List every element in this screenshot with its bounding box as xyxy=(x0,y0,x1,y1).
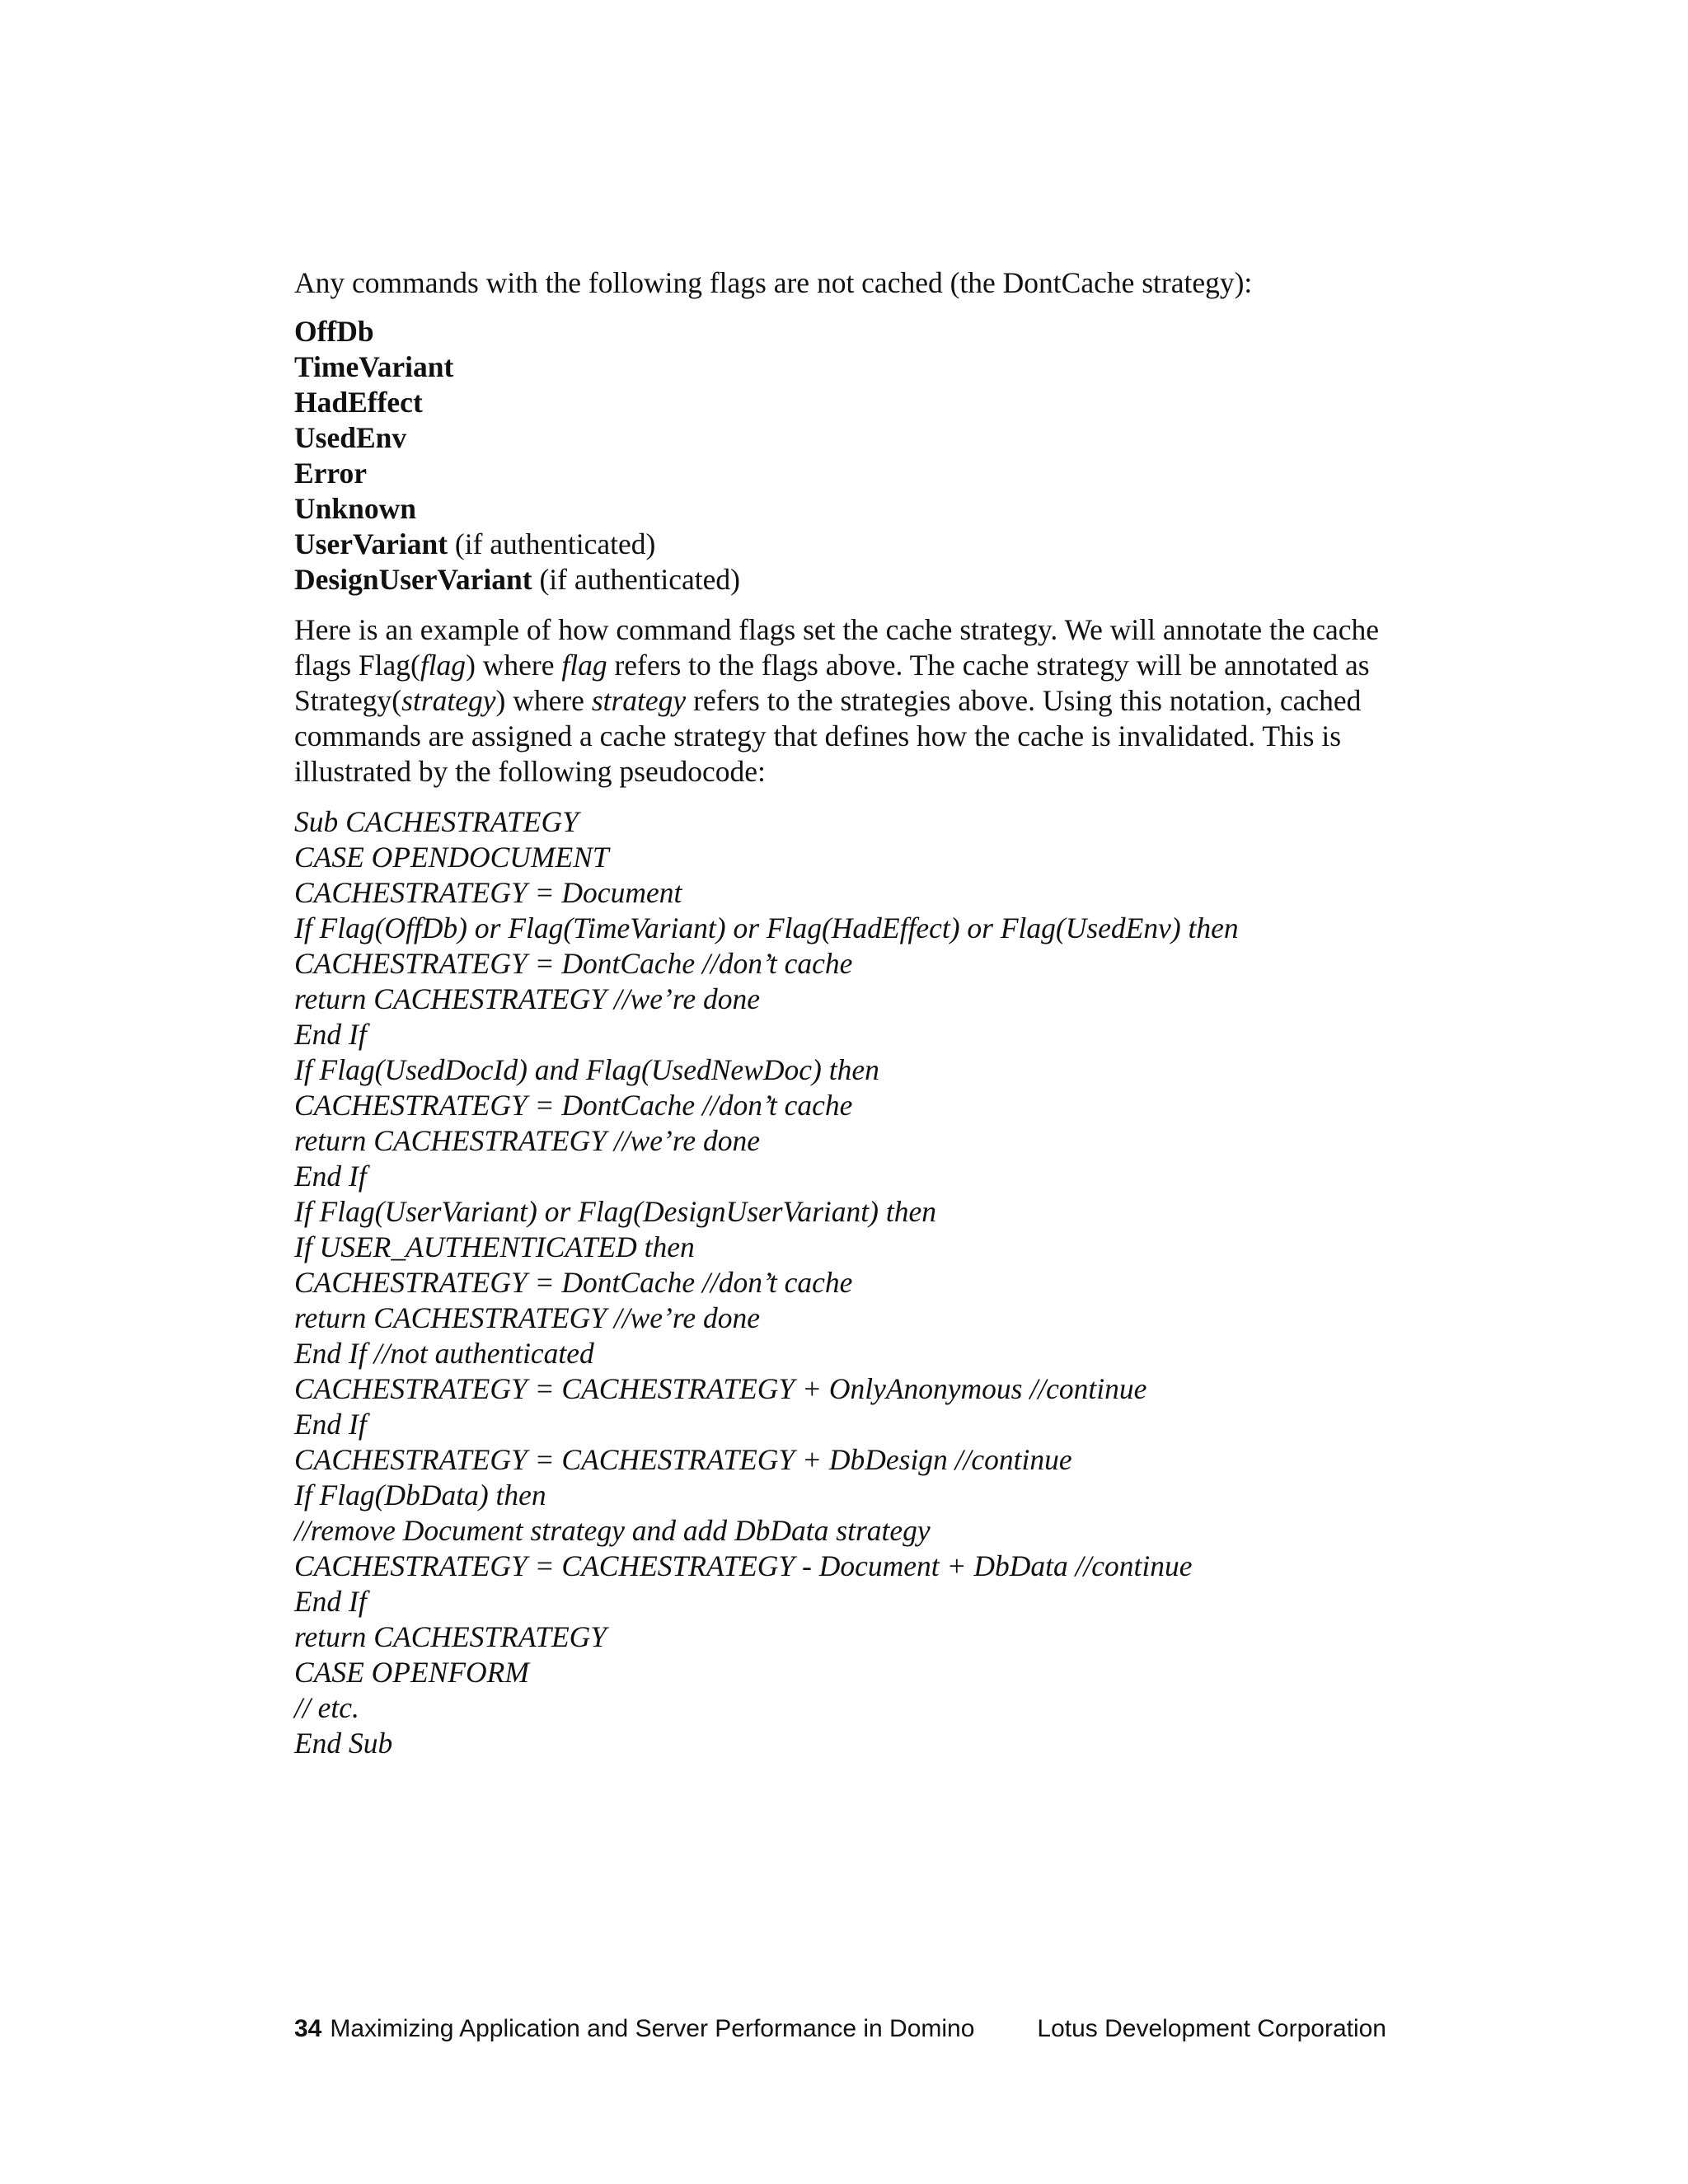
code-line: CACHESTRATEGY = CACHESTRATEGY + DbDesign //continue xyxy=(294,1443,1072,1476)
code-line: End Sub xyxy=(294,1727,393,1760)
code-line: If Flag(OffDb) or Flag(TimeVariant) or Flag(HadEffect) or Flag(UsedEnv) then xyxy=(294,912,1239,944)
flag-name: UsedEnv xyxy=(294,421,407,454)
code-line: If USER_AUTHENTICATED then xyxy=(294,1230,695,1263)
code-line: CACHESTRATEGY = CACHESTRATEGY - Document + DbData //continue xyxy=(294,1549,1193,1582)
code-line: return CACHESTRATEGY //we’re done xyxy=(294,982,761,1015)
page-footer xyxy=(294,2014,1386,2044)
explanation-text: Here is an example of how command flags set the cache strategy. We will annotate the cache flags Flag( xyxy=(294,613,1380,682)
code-line: CACHESTRATEGY = Document xyxy=(294,876,682,909)
code-line: End If xyxy=(294,1585,367,1618)
flag-item xyxy=(294,314,1415,349)
code-line: CACHESTRATEGY = DontCache //don’t cache xyxy=(294,1089,853,1122)
flag-item xyxy=(294,527,1415,562)
flag-name: Error xyxy=(294,457,368,490)
flag-item xyxy=(294,420,1415,456)
flag-name: TimeVariant xyxy=(294,350,454,383)
explanation-term: strategy xyxy=(401,684,496,717)
code-line: //remove Document strategy and add DbData strategy xyxy=(294,1514,931,1547)
explanation-text: ) where xyxy=(466,649,562,682)
explanation-text: ) where xyxy=(495,684,592,717)
flag-item xyxy=(294,385,1415,420)
explanation-term: strategy xyxy=(591,684,687,717)
explanation-term: flag xyxy=(420,649,467,682)
code-line: End If xyxy=(294,1160,367,1193)
explanation-text: refers to the flags above. The cache strategy will be annotated as Strategy( xyxy=(294,649,1370,717)
flag-name: Unknown xyxy=(294,492,416,525)
explanation-text: refers to the strategies above. Using this notation, cached commands are assigned a cache strategy that defines how the cache is invalidated. This is illustrated by the following pseudocode: xyxy=(294,684,1362,788)
document-body xyxy=(294,265,1415,1761)
flag-name: OffDb xyxy=(294,315,374,348)
code-line: If Flag(UsedDocId) and Flag(UsedNewDoc) then xyxy=(294,1053,879,1086)
flag-note: (if authenticated) xyxy=(448,527,656,560)
flag-name: HadEffect xyxy=(294,386,423,419)
footer-organization: Lotus Development Corporation xyxy=(1037,2015,1386,2042)
code-line: CACHESTRATEGY = DontCache //don’t cache xyxy=(294,1266,853,1299)
code-line: CACHESTRATEGY = CACHESTRATEGY + OnlyAnonymous //continue xyxy=(294,1372,1147,1405)
explanation-term: flag xyxy=(561,649,607,682)
intro-paragraph: Any commands with the following flags are not cached (the DontCache strategy): xyxy=(294,266,1253,299)
flag-item xyxy=(294,562,1415,598)
footer-book-title: Maximizing Application and Server Performance in Domino xyxy=(330,2015,975,2042)
flag-item xyxy=(294,456,1415,491)
code-line: // etc. xyxy=(294,1691,359,1724)
code-line: If Flag(UserVariant) or Flag(DesignUserVariant) then xyxy=(294,1195,936,1228)
flag-item xyxy=(294,491,1415,527)
code-line: Sub CACHESTRATEGY xyxy=(294,805,579,838)
code-line: return CACHESTRATEGY //we’re done xyxy=(294,1124,761,1157)
code-line: CACHESTRATEGY = DontCache //don’t cache xyxy=(294,947,853,980)
pseudocode-block xyxy=(294,804,1415,1761)
code-line: return CACHESTRATEGY //we’re done xyxy=(294,1301,761,1334)
flag-list xyxy=(294,314,1415,598)
flag-item xyxy=(294,349,1415,385)
code-line: End If //not authenticated xyxy=(294,1337,594,1370)
code-line: return CACHESTRATEGY xyxy=(294,1620,607,1653)
code-line: End If xyxy=(294,1408,367,1441)
flag-note: (if authenticated) xyxy=(532,563,740,596)
flag-name: UserVariant xyxy=(294,527,448,560)
code-line: If Flag(DbData) then xyxy=(294,1479,546,1511)
code-line: CASE OPENFORM xyxy=(294,1656,529,1689)
page-number: 34 xyxy=(294,2015,322,2042)
flag-name: DesignUserVariant xyxy=(294,563,532,596)
code-line: End If xyxy=(294,1018,367,1051)
code-line: CASE OPENDOCUMENT xyxy=(294,841,609,874)
explanation-paragraph xyxy=(294,612,1415,790)
